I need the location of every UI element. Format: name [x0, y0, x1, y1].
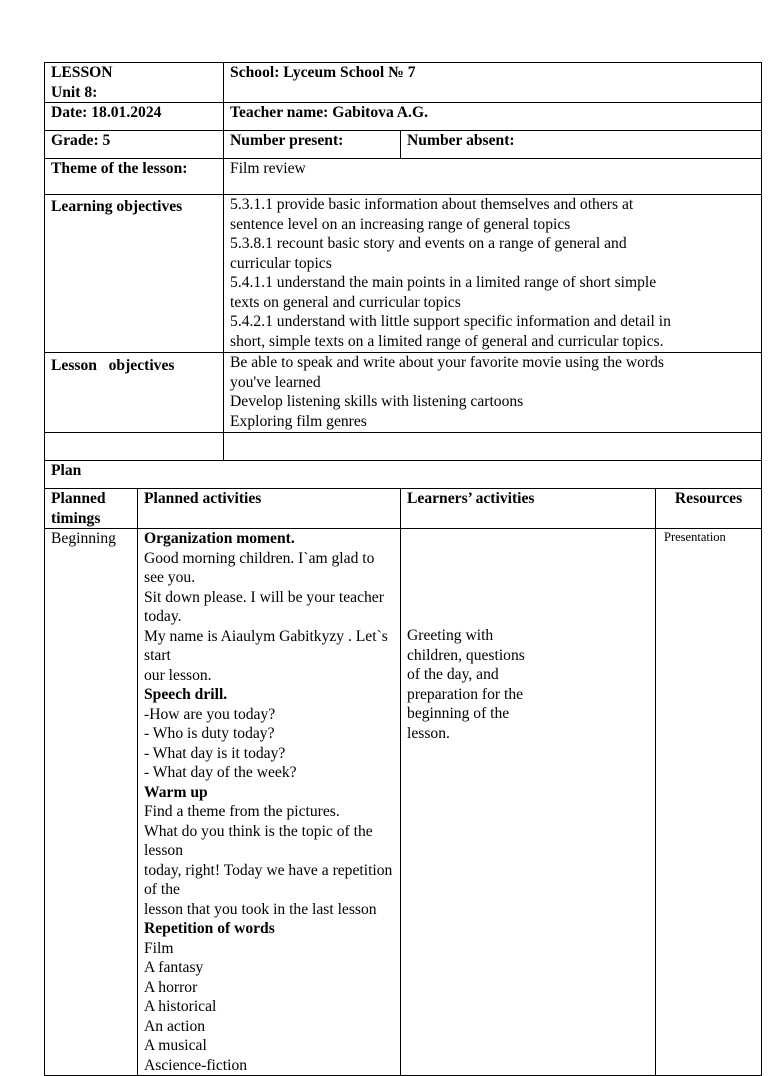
org-line: Sit down please. I will be your teacher today. [144, 588, 384, 625]
lo-line: 5.3.8.1 recount basic story and events on a range of general and [230, 235, 627, 252]
learners-line: lesson. [407, 724, 450, 742]
lesson-objective-line: you've learned [230, 373, 321, 391]
drill-line: -How are you today? [144, 705, 276, 723]
org-line: our lesson. [144, 666, 212, 684]
repetition-word: A fantasy [144, 959, 204, 976]
grade-cell: Grade: 5 [45, 131, 224, 159]
unit-label: Unit 8: [51, 83, 98, 101]
learners-activities-cell [401, 529, 656, 1076]
drill-title: Speech drill. [144, 686, 228, 703]
number-absent-cell: Number absent: [401, 131, 762, 159]
timing-cell: Beginning [45, 529, 138, 1076]
learners-line: beginning of the [407, 705, 510, 722]
row-lesson [45, 63, 762, 103]
row-plan [45, 461, 762, 489]
row-lesson-objectives [45, 353, 762, 433]
header-timings-line: timings [51, 509, 101, 527]
org-title: Organization moment. [144, 530, 295, 547]
lo-line: texts on general and curricular topics [230, 293, 461, 311]
repetition-title: Repetition of words [144, 920, 275, 937]
header-planned-activities: Planned activities [138, 489, 401, 529]
lesson-objective-line: Develop listening skills with listening cartoons [230, 393, 524, 410]
header-timings-line: Planned [51, 490, 106, 507]
row-grade [45, 131, 762, 159]
row-learning-objectives [45, 195, 762, 353]
header-planned-timings [45, 489, 138, 529]
row-empty [45, 433, 762, 461]
warm-line: Find a theme from the pictures. [144, 803, 340, 820]
warm-line: lesson that you took in the last lesson [144, 900, 377, 918]
lo-line: 5.4.2.1 understand with little support specific information and detail in [230, 313, 671, 330]
lo-line: 5.4.1.1 understand the main points in a limited range of short simple [230, 274, 657, 291]
theme-label: Theme of the lesson: [45, 159, 224, 195]
learners-line: of the day, and [407, 666, 499, 683]
lo-line: 5.3.1.1 provide basic information about themselves and others at [230, 196, 634, 213]
resources-cell: Presentation [656, 529, 762, 1076]
lesson-objective-line: Exploring film genres [230, 412, 367, 430]
drill-line: - What day of the week? [144, 764, 297, 781]
repetition-word: A horror [144, 978, 198, 996]
repetition-word: A musical [144, 1037, 207, 1054]
date-cell: Date: 18.01.2024 [45, 103, 224, 131]
row-plan-headers [45, 489, 762, 529]
repetition-word: An action [144, 1017, 206, 1035]
learning-objectives-label: Learning objectives [45, 195, 224, 353]
teacher-cell: Teacher name: Gabitova A.G. [224, 103, 762, 131]
header-resources: Resources [656, 489, 762, 529]
lo-line: short, simple texts on a limited range of general and curricular topics. [230, 332, 664, 350]
empty-cell-left [45, 433, 224, 461]
plan-label: Plan [45, 461, 762, 489]
repetition-word: Film [144, 939, 174, 957]
theme-value: Film review [224, 159, 762, 195]
lesson-label: LESSON [51, 64, 113, 81]
drill-line: - Who is duty today? [144, 725, 275, 742]
lesson-objective-line: Be able to speak and write about your favorite movie using the words [230, 354, 664, 371]
number-present-cell: Number present: [224, 131, 401, 159]
warm-line: What do you think is the topic of the lesson [144, 822, 373, 859]
org-line: My name is Aiaulym Gabitkyzy . Let`s start [144, 627, 388, 664]
lesson-cell [45, 63, 224, 103]
activities-cell [138, 529, 401, 1076]
drill-line: - What day is it today? [144, 744, 286, 762]
row-date [45, 103, 762, 131]
lesson-objectives-text [224, 353, 762, 433]
lesson-plan-table [44, 62, 762, 1076]
warm-title: Warm up [144, 783, 208, 801]
school-cell: School: Lyceum School № 7 [224, 63, 762, 103]
lo-line: curricular topics [230, 254, 332, 272]
empty-cell-right [224, 433, 762, 461]
org-line: Good morning children. I`am glad to see you. [144, 549, 375, 586]
learners-line: Greeting with [407, 627, 494, 644]
row-beginning [45, 529, 762, 1076]
repetition-word: Ascience-fiction [144, 1056, 248, 1074]
lesson-objectives-label: Lesson objectives [45, 353, 224, 433]
warm-line: today, right! Today we have a repetition of the [144, 861, 393, 898]
repetition-word: A historical [144, 998, 217, 1015]
learning-objectives-text [224, 195, 762, 353]
header-learners-activities: Learners’ activities [401, 489, 656, 529]
learners-line: children, questions [407, 646, 525, 664]
row-theme [45, 159, 762, 195]
learners-line: preparation for the [407, 685, 524, 703]
lo-line: sentence level on an increasing range of general topics [230, 215, 571, 233]
